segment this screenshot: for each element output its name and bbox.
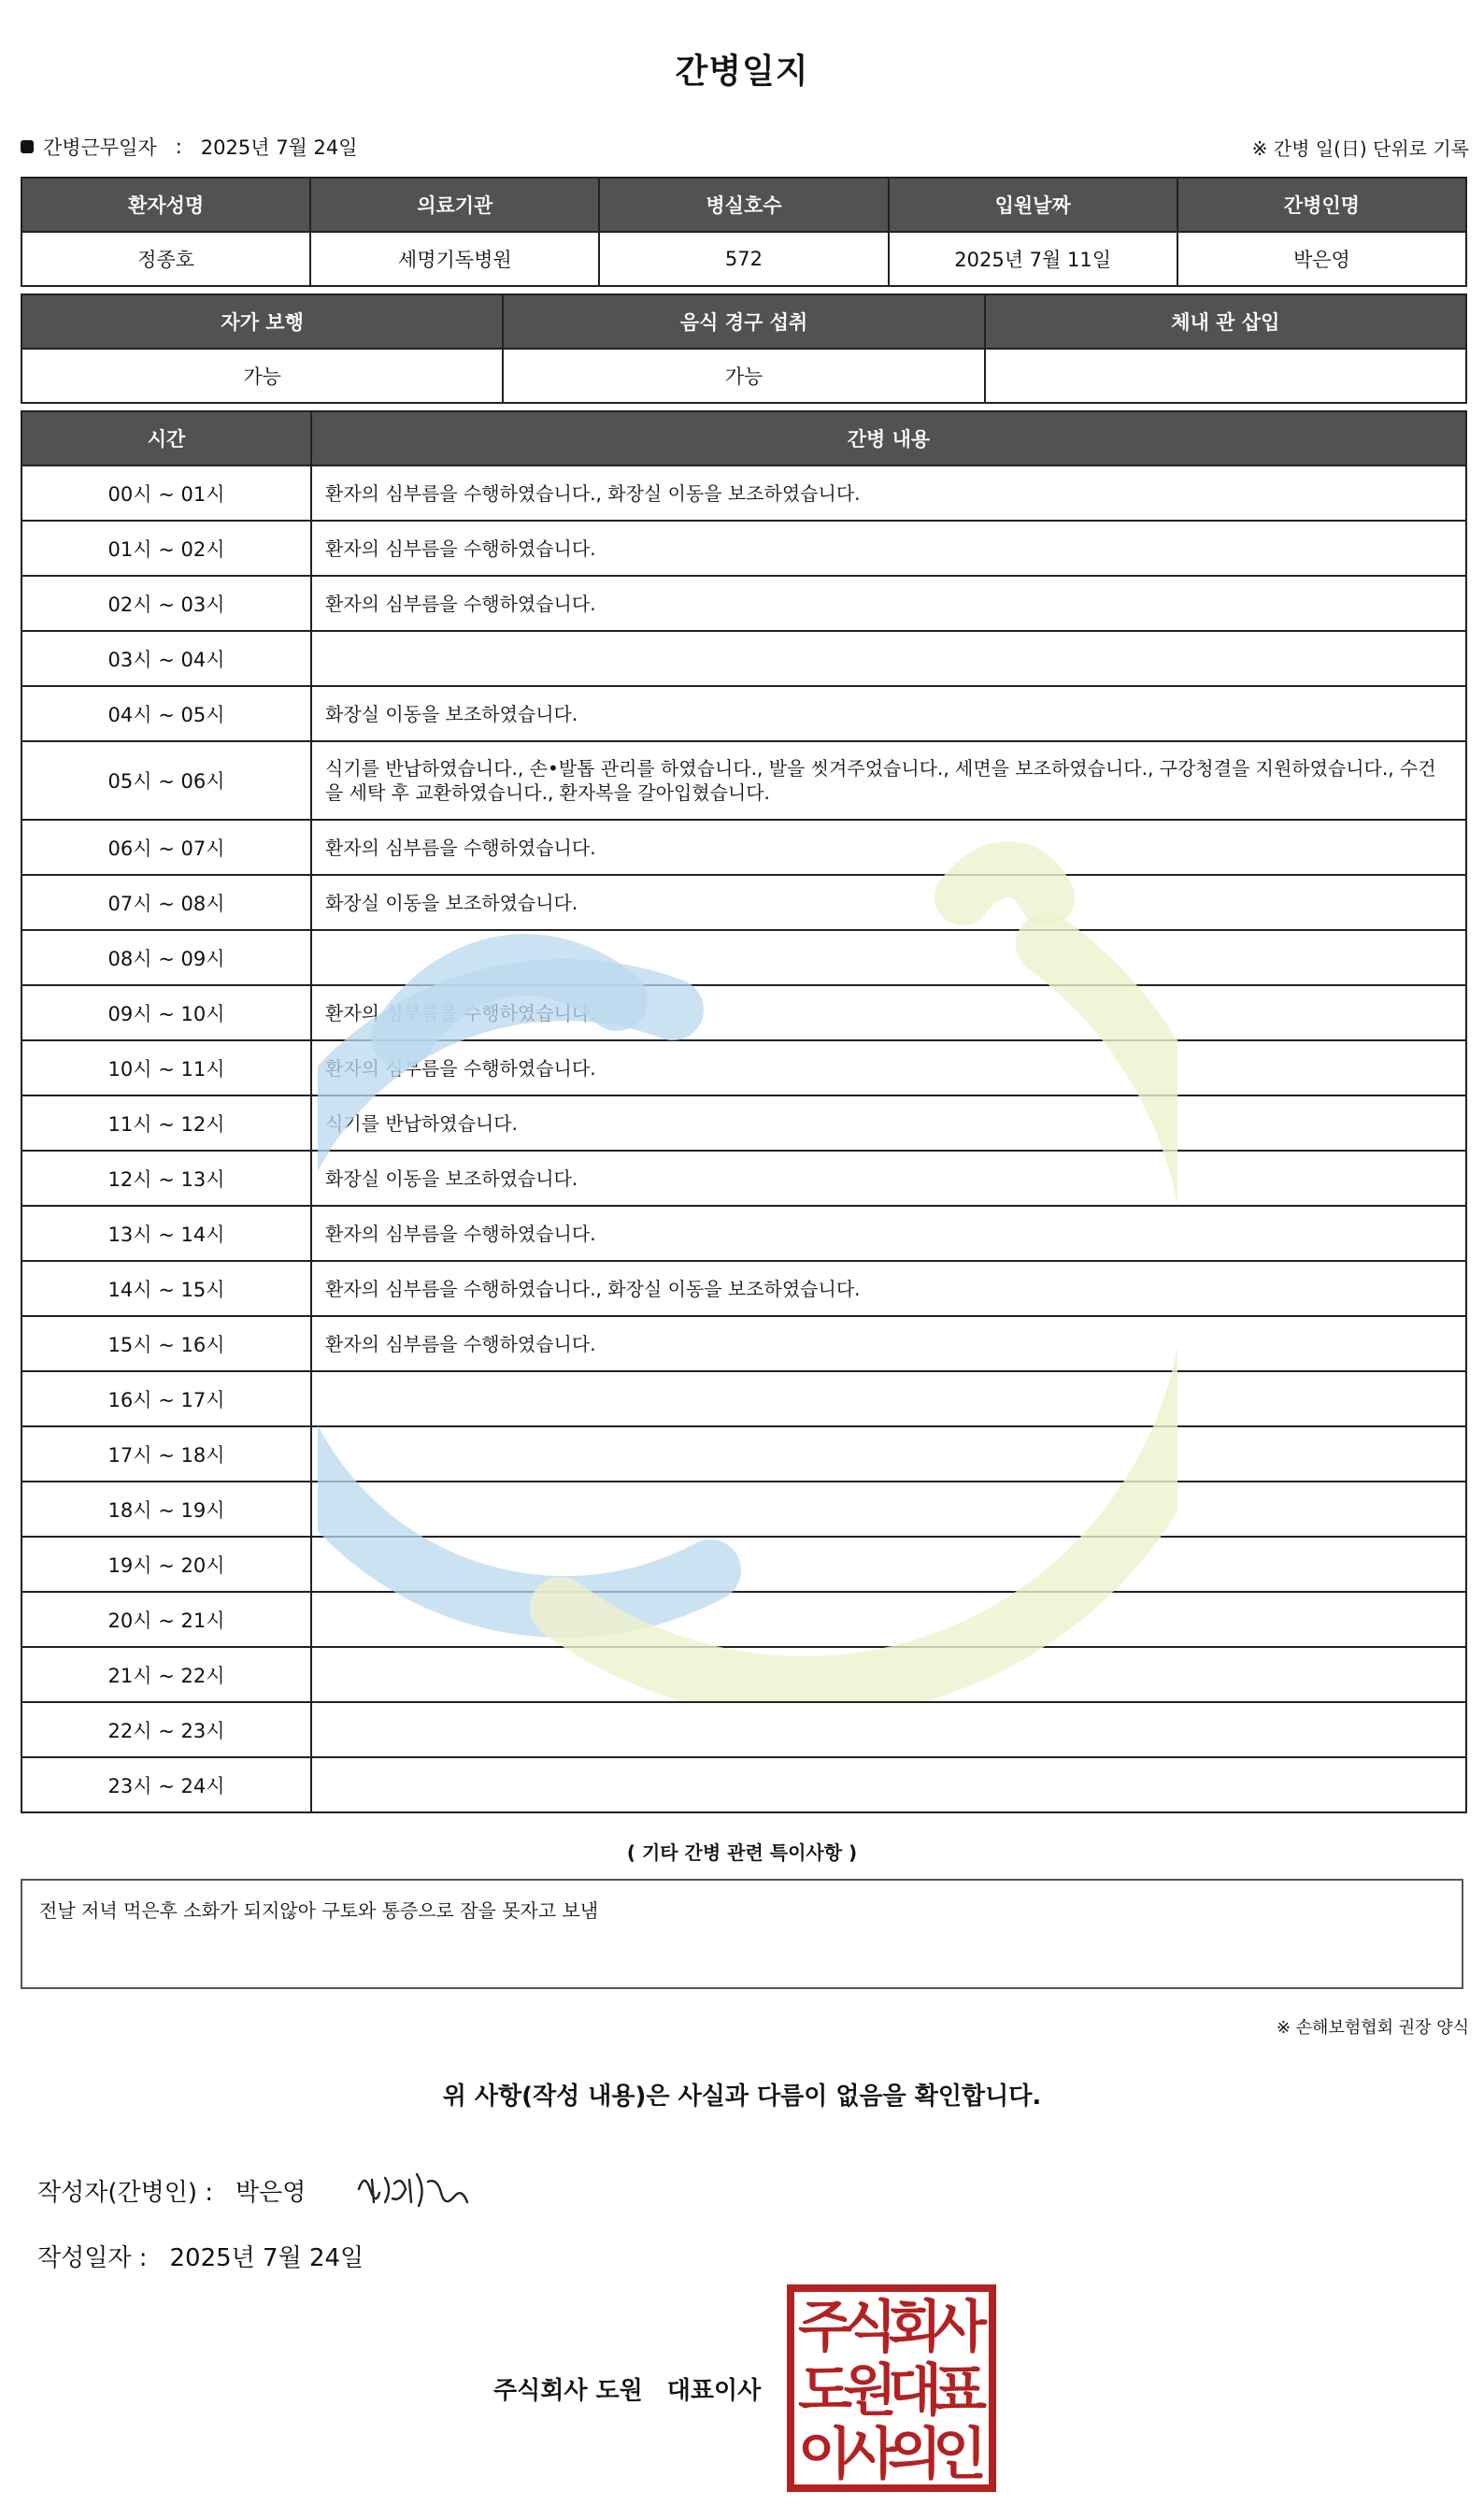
care-content: 환자의 심부름을 수행하였습니다. (311, 1206, 1466, 1261)
time-slot: 05시 ~ 06시 (21, 741, 311, 820)
time-slot: 14시 ~ 15시 (21, 1261, 311, 1316)
writer-name: 박은영 (235, 2179, 307, 2207)
table-row (21, 820, 1466, 875)
care-content: 환자의 심부름을 수행하였습니다. (311, 820, 1466, 875)
table-row (21, 1426, 1466, 1482)
svg-text:표: 표 (933, 2358, 987, 2424)
care-content: 식기를 반납하였습니다., 손•발톱 관리를 하였습니다., 발을 씻겨주었습니다., 세면을 보조하였습니다., 구강청결을 지원하였습니다., 수건을 세탁 후 교환하였습니다., 환자복을 갈아입혔습니다. (311, 741, 1466, 820)
work-date-label: 간병근무일자 (43, 136, 157, 159)
written-date-value: 2025년 7월 24일 (169, 2244, 364, 2272)
room-number: 572 (599, 232, 888, 286)
patient-info-table (21, 177, 1467, 287)
writer-line (37, 2173, 306, 2208)
table-row (21, 1537, 1466, 1592)
time-slot: 23시 ~ 24시 (21, 1757, 311, 1812)
special-notes-box: 전날 저녁 먹은후 소화가 되지않아 구토와 통증으로 잠을 못자고 보냄 (21, 1879, 1463, 1989)
record-unit-note: ※ 간병 일(日) 단위로 기록 (1251, 137, 1469, 160)
work-date (21, 133, 358, 161)
time-slot: 06시 ~ 07시 (21, 820, 311, 875)
time-slot: 02시 ~ 03시 (21, 576, 311, 631)
company-signoff (493, 2371, 761, 2406)
care-content: 환자의 심부름을 수행하였습니다. (311, 521, 1466, 576)
table-row (21, 465, 1466, 521)
time-slot: 09시 ~ 10시 (21, 985, 311, 1040)
time-slot: 17시 ~ 18시 (21, 1426, 311, 1482)
table-row (21, 875, 1466, 930)
tube-insertion-value (985, 349, 1466, 403)
time-slot: 16시 ~ 17시 (21, 1371, 311, 1426)
time-slot: 12시 ~ 13시 (21, 1151, 311, 1206)
time-slot: 21시 ~ 22시 (21, 1647, 311, 1702)
care-content (311, 1757, 1466, 1812)
time-slot: 15시 ~ 16시 (21, 1316, 311, 1371)
time-slot: 20시 ~ 21시 (21, 1592, 311, 1647)
header-time: 시간 (21, 411, 311, 465)
table-row (21, 1206, 1466, 1261)
svg-text:도: 도 (798, 2358, 852, 2424)
company-name: 주식회사 도원 (493, 2377, 643, 2405)
table-row (21, 1757, 1466, 1812)
time-slot: 03시 ~ 04시 (21, 631, 311, 686)
time-slot: 07시 ~ 08시 (21, 875, 311, 930)
table-row (21, 1702, 1466, 1757)
table-row (21, 1371, 1466, 1426)
care-content: 식기를 반납하였습니다. (311, 1095, 1466, 1151)
care-content: 화장실 이동을 보조하였습니다. (311, 1151, 1466, 1206)
table-row (21, 1592, 1466, 1647)
company-seal-stamp (787, 2284, 996, 2492)
work-date-value: 2025년 7월 24일 (200, 136, 358, 159)
svg-text:대: 대 (888, 2358, 942, 2424)
care-content: 환자의 심부름을 수행하였습니다. (311, 985, 1466, 1040)
care-content: 화장실 이동을 보조하였습니다. (311, 686, 1466, 741)
header-caregiver: 간병인명 (1177, 178, 1466, 232)
written-date-line (37, 2239, 364, 2273)
handwritten-signature-icon (351, 2161, 482, 2217)
page-title: 간병일지 (675, 52, 809, 91)
table-row (21, 930, 1466, 985)
caregiver-name: 박은영 (1177, 232, 1466, 286)
header-care-content: 간병 내용 (311, 411, 1466, 465)
header-hospital: 의료기관 (310, 178, 599, 232)
time-slot: 22시 ~ 23시 (21, 1702, 311, 1757)
table-row (21, 1316, 1466, 1371)
header-admission-date: 입원날짜 (889, 178, 1177, 232)
table-row (21, 576, 1466, 631)
table-row (21, 1151, 1466, 1206)
time-slot: 08시 ~ 09시 (21, 930, 311, 985)
care-content (311, 1482, 1466, 1537)
company-representative-title: 대표이사 (666, 2377, 762, 2405)
time-slot: 13시 ~ 14시 (21, 1206, 311, 1261)
care-content: 화장실 이동을 보조하였습니다. (311, 875, 1466, 930)
svg-text:사: 사 (933, 2295, 987, 2360)
care-content (311, 1537, 1466, 1592)
care-content (311, 1426, 1466, 1482)
care-content (311, 1371, 1466, 1426)
table-row (21, 521, 1466, 576)
table-row (21, 1095, 1466, 1151)
svg-text:인: 인 (933, 2422, 987, 2487)
time-slot: 00시 ~ 01시 (21, 465, 311, 521)
care-content: 환자의 심부름을 수행하였습니다., 화장실 이동을 보조하였습니다. (311, 1261, 1466, 1316)
time-slot: 19시 ~ 20시 (21, 1537, 311, 1592)
writer-label: 작성자(간병인) : (37, 2179, 214, 2207)
care-content (311, 1592, 1466, 1647)
svg-text:회: 회 (888, 2295, 942, 2360)
care-content (311, 930, 1466, 985)
care-content (311, 1702, 1466, 1757)
svg-text:주: 주 (798, 2295, 852, 2360)
written-date-label: 작성일자 : (37, 2244, 148, 2272)
table-row (21, 1040, 1466, 1095)
svg-text:원: 원 (843, 2358, 897, 2424)
care-log-table (21, 410, 1467, 1813)
svg-text:이: 이 (798, 2422, 852, 2487)
special-notes-title: ( 기타 간병 관련 특이사항 ) (626, 1841, 858, 1864)
care-content (311, 631, 1466, 686)
patient-name: 정종호 (21, 232, 310, 286)
table-row (21, 741, 1466, 820)
oral-intake-value: 가능 (503, 349, 984, 403)
svg-text:식: 식 (843, 2295, 897, 2360)
care-content: 환자의 심부름을 수행하였습니다. (311, 1316, 1466, 1371)
work-date-separator: : (175, 136, 182, 158)
table-row (21, 686, 1466, 741)
table-row (21, 985, 1466, 1040)
care-content: 환자의 심부름을 수행하였습니다. (311, 1040, 1466, 1095)
time-slot: 10시 ~ 11시 (21, 1040, 311, 1095)
time-slot: 01시 ~ 02시 (21, 521, 311, 576)
table-row (21, 1261, 1466, 1316)
square-bullet-icon (21, 140, 34, 153)
time-slot: 04시 ~ 05시 (21, 686, 311, 741)
care-content (311, 1647, 1466, 1702)
svg-text:사: 사 (843, 2422, 897, 2487)
care-content: 환자의 심부름을 수행하였습니다. (311, 576, 1466, 631)
association-note: ※ 손해보험협회 권장 양식 (1276, 2018, 1469, 2038)
header-patient-name: 환자성명 (21, 178, 310, 232)
time-slot: 11시 ~ 12시 (21, 1095, 311, 1151)
self-walking-value: 가능 (21, 349, 503, 403)
header-oral-intake: 음식 경구 섭취 (503, 294, 984, 349)
svg-text:의: 의 (888, 2422, 942, 2487)
header-tube-insertion: 체내 관 삽입 (985, 294, 1466, 349)
hospital-name: 세명기독병원 (310, 232, 599, 286)
table-row (21, 1482, 1466, 1537)
table-row (21, 631, 1466, 686)
time-slot: 18시 ~ 19시 (21, 1482, 311, 1537)
patient-status-table (21, 294, 1467, 404)
header-room: 병실호수 (599, 178, 888, 232)
header-self-walking: 자가 보행 (21, 294, 503, 349)
table-row (21, 1647, 1466, 1702)
confirmation-statement: 위 사항(작성 내용)은 사실과 다름이 없음을 확인합니다. (442, 2083, 1042, 2111)
care-content: 환자의 심부름을 수행하였습니다., 화장실 이동을 보조하였습니다. (311, 465, 1466, 521)
admission-date: 2025년 7월 11일 (889, 232, 1177, 286)
